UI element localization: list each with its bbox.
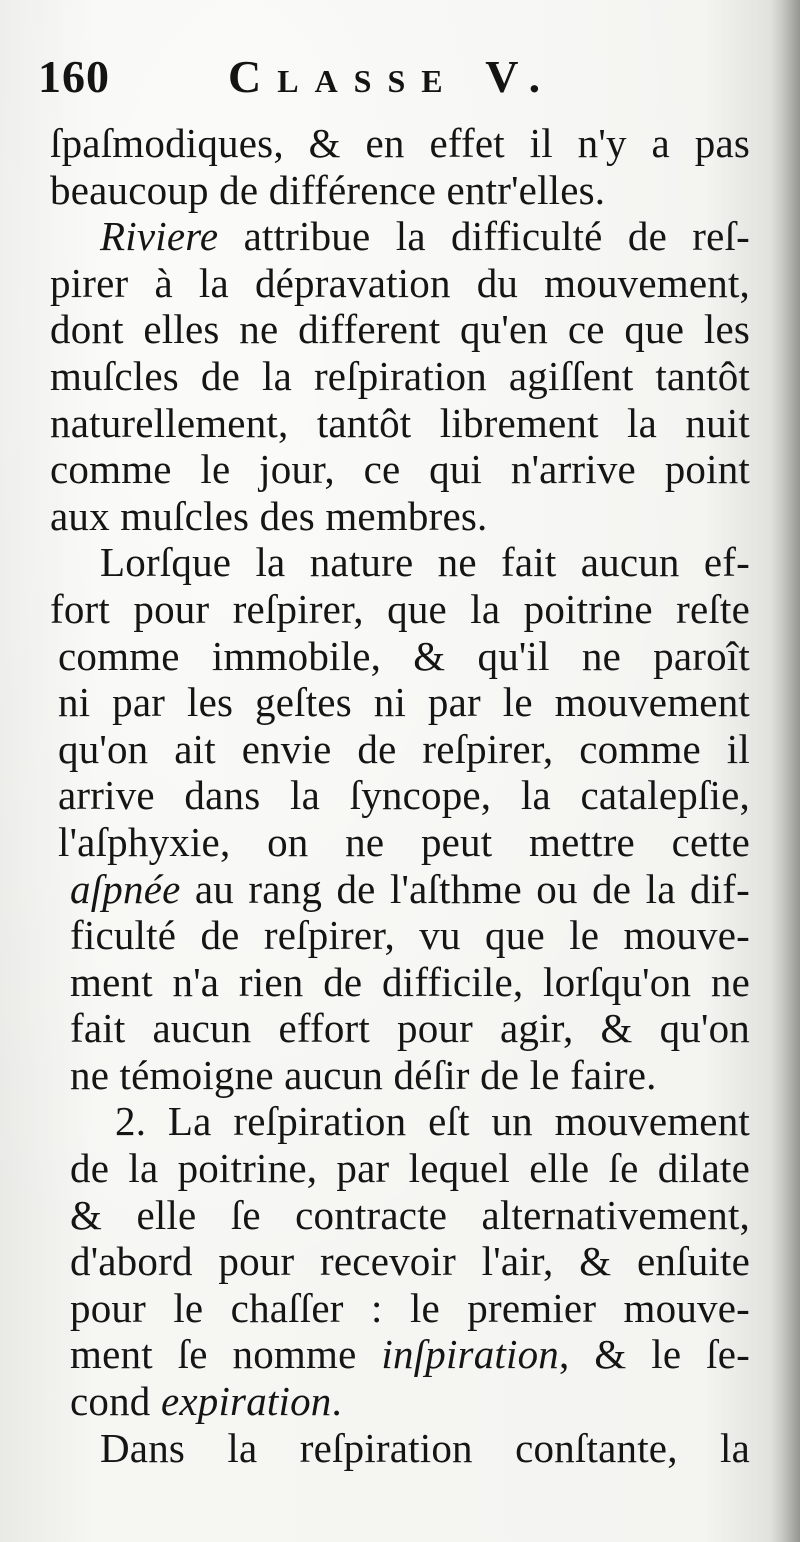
page-edge-shadow [770,0,800,1542]
text-line: qu'on ait envie de reſpirer, comme il [58,725,750,772]
italic-name: Riviere [100,213,219,260]
text-line: ment n'a rien de difficile, lorſqu'on ne [70,958,750,1005]
text-line: ſpaſmodiques, & en effet il n'y a pas [50,120,750,166]
text-line: dont elles ne different qu'en ce que les [50,306,750,353]
italic-term: inſpiration [381,1331,559,1378]
text-line: d'abord pour recevoir l'air, & enſuite [70,1238,750,1285]
text-line: Dans la reſpiration conſtante, la [100,1424,750,1471]
text-line: comme le jour, ce qui n'arrive point [50,446,750,493]
text-line: ni par les geſtes ni par le mouvement [58,679,750,726]
italic-term: aſpnée [70,865,181,912]
text-line: ne témoigne aucun déſir de le faire. [70,1051,657,1098]
text-line: Lorſque la nature ne fait aucun ef- [100,539,750,586]
text-line: comme immobile, & qu'il ne paroît [58,632,750,679]
text-fragment: au rang de l'aſthme ou de la dif- [180,865,750,912]
text-line: aux muſcles des membres. [50,492,488,539]
text-line: de la poitrine, par lequel elle ſe dilate [70,1145,750,1192]
text-line: naturellement, tantôt librement la nuit [50,399,750,446]
text-line: fort pour reſpirer, que la poitrine reſte [50,585,750,632]
text-fragment: , & le ſe- [559,1331,750,1378]
text-line: pirer à la dépravation du mouvement, [50,259,750,306]
italic-term: expiration [160,1378,332,1425]
text-fragment: . [331,1378,342,1425]
text-line: fait aucun effort pour agir, & qu'on [70,1005,750,1052]
text-fragment: ment ſe nomme [70,1331,382,1378]
text-line: l'aſphyxie, on ne peut mettre cette [58,818,750,865]
text-line: beaucoup de différence entr'elles. [50,166,606,213]
text-line [50,866,750,913]
running-title: Classe V. [228,51,557,102]
text-fragment: attribue la difficulté de reſ- [218,213,750,260]
text-line: muſcles de la reſpiration agiſſent tantôt [50,352,750,399]
running-head [38,42,758,112]
text-fragment: cond [70,1378,161,1425]
text-line: pour le chaſſer : le premier mouve- [70,1284,750,1331]
text-line: arrive dans la ſyncope, la catalepſie, [58,772,750,819]
page-number: 160 [38,51,110,102]
body-text [50,120,750,1471]
text-line: ficulté de reſpirer, vu que le mouve- [70,912,750,959]
text-line: & elle ſe contracte alternativement, [70,1191,750,1238]
text-line [50,213,750,260]
text-line [50,1331,750,1378]
text-line: 2. La reſpiration eſt un mouvement [115,1098,750,1145]
text-line [50,1378,750,1425]
